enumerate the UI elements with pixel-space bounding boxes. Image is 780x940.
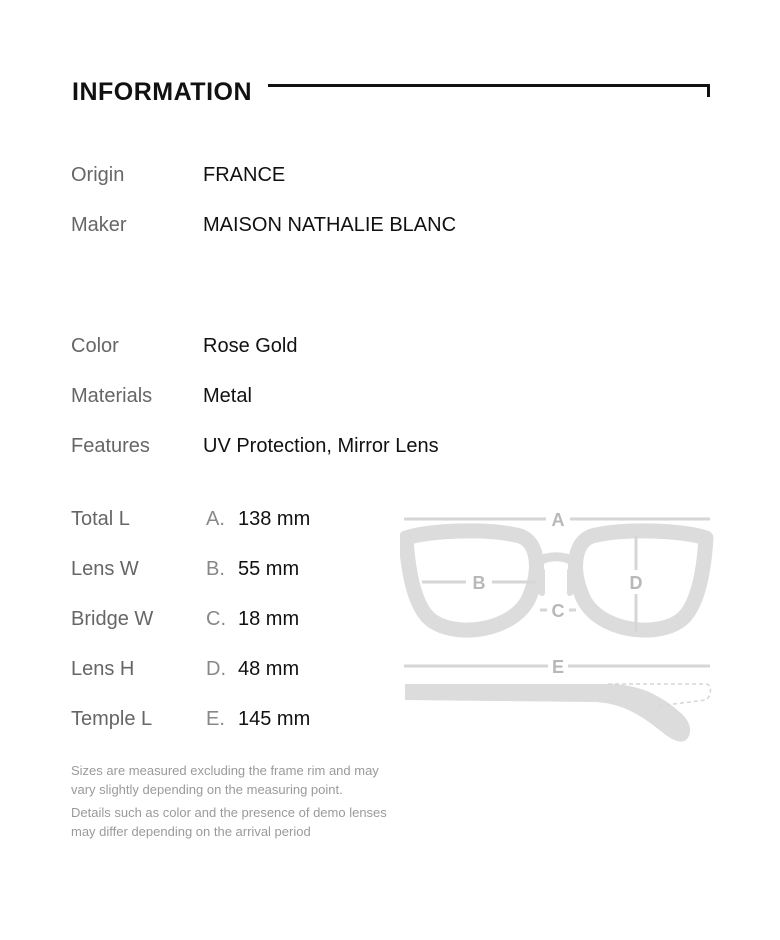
size-letter: D. bbox=[206, 658, 226, 680]
info-label: Origin bbox=[71, 164, 125, 186]
detail-label: Color bbox=[71, 335, 119, 357]
size-value: 145 mm bbox=[238, 708, 311, 730]
size-letter: A. bbox=[206, 508, 225, 530]
size-label: Bridge W bbox=[71, 608, 154, 630]
dimension-a-label: A bbox=[551, 510, 565, 530]
title-divider-end bbox=[707, 84, 710, 97]
detail-disclaimer-note: Details such as color and the presence of demo lenses may differ depending on the arrival period bbox=[71, 805, 387, 839]
detail-value: Rose Gold bbox=[203, 335, 298, 357]
dimension-c-label: C bbox=[551, 601, 565, 621]
size-label: Lens H bbox=[71, 658, 135, 680]
info-value: MAISON NATHALIE BLANC bbox=[203, 214, 457, 236]
info-label: Maker bbox=[71, 214, 127, 236]
temple-arm-icon bbox=[405, 684, 711, 742]
size-label: Total L bbox=[71, 508, 130, 530]
detail-value: Metal bbox=[203, 385, 252, 407]
size-value: 55 mm bbox=[238, 558, 300, 580]
size-value: 138 mm bbox=[238, 508, 311, 530]
glasses-size-diagram bbox=[400, 500, 720, 750]
size-letter: B. bbox=[206, 558, 225, 580]
dimension-b-label: B bbox=[472, 573, 486, 593]
size-letter: E. bbox=[206, 708, 225, 730]
dimension-e-label: E bbox=[551, 657, 565, 677]
size-value: 18 mm bbox=[238, 608, 300, 630]
size-disclaimer-note: Sizes are measured excluding the frame rim and may vary slightly depending on the measuring point. bbox=[71, 763, 379, 797]
detail-label: Materials bbox=[71, 385, 153, 407]
dimension-d-label: D bbox=[629, 573, 643, 593]
size-label: Temple L bbox=[71, 708, 153, 730]
size-label: Lens W bbox=[71, 558, 139, 580]
detail-label: Features bbox=[71, 435, 150, 457]
title-divider bbox=[268, 84, 710, 87]
detail-value: UV Protection, Mirror Lens bbox=[203, 435, 439, 457]
size-value: 48 mm bbox=[238, 658, 300, 680]
section-title: INFORMATION bbox=[72, 78, 253, 106]
info-value: FRANCE bbox=[203, 164, 286, 186]
size-letter: C. bbox=[206, 608, 226, 630]
